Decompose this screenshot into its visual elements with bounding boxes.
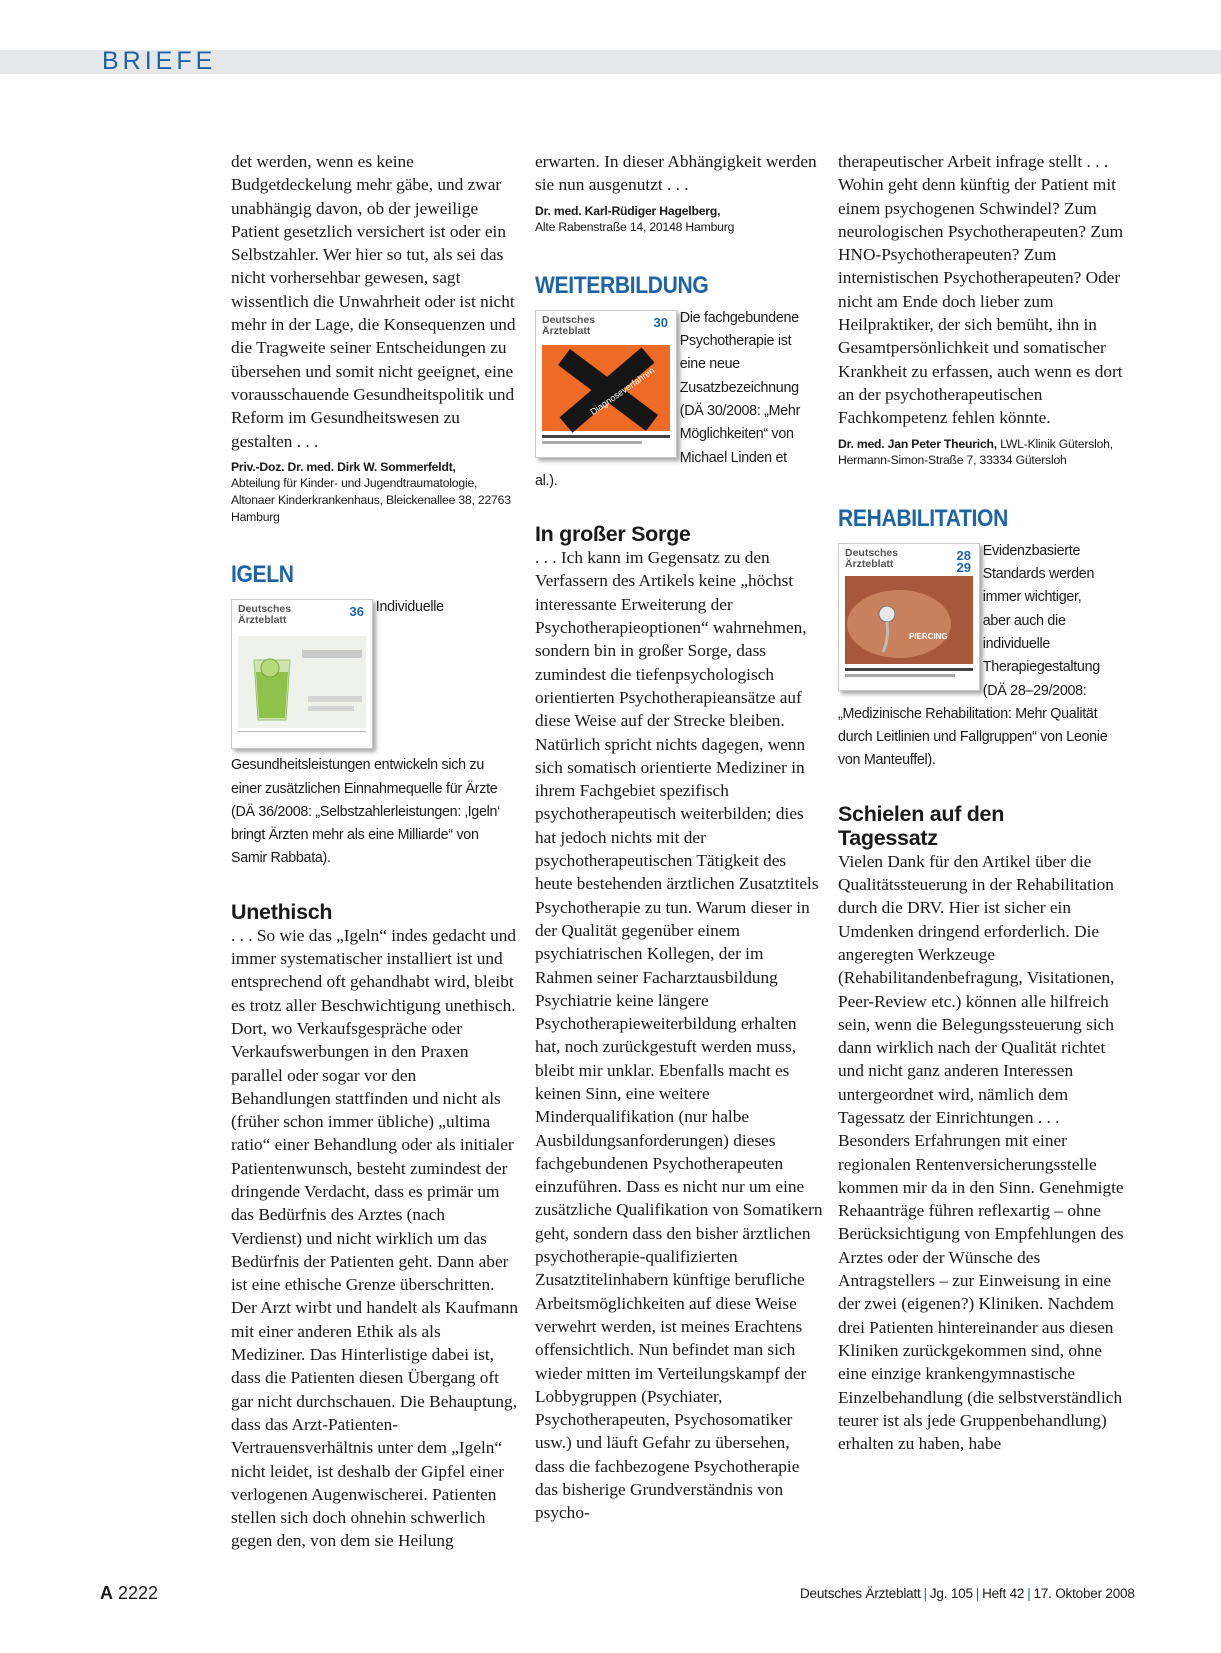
separator: | <box>1027 1586 1031 1601</box>
letter-headline: Schielen auf den Tagessatz <box>838 801 1005 850</box>
journal-volume: Jg. 105 <box>929 1586 973 1601</box>
signature-address: Alte Rabenstraße 14, 20148 Hamburg <box>535 220 735 235</box>
letter-headline: Unethisch <box>231 899 333 924</box>
cover-issue-number: 30 <box>653 314 668 330</box>
reference-text: Die fachgebundene Psychotherapie ist eine neue Zusatzbezeichnung (DÄ 30/2008: „Mehr Möglichkeiten“ von Michael Linden et al.). <box>535 308 801 489</box>
letter-text: det werden, wenn es keine Budgetdeckelung mehr gäbe, und zwar unabhängig davon, ob der jeweilige Patient gesetzlich versichert ist oder ein Selbstzahler. Wer hier so tut, als sei das nicht vorhersehbar gewesen, sagt wissentlich die Unwahrheit oder ist nicht mehr in der Lage, die Konsequenzen und die Tragweite seiner Entscheidungen zu übersehen und somit nicht geeignet, eine vorausschauende Gesundheitspolitik und Reform im Gesundheitswesen zu gestalten . . . <box>231 152 516 451</box>
reference-text: Individuelle Gesundheitsleistungen entwickeln sich zu einer zusätzlichen Einnahmequelle für Ärzte (DÄ 36/2008: „Selbstzahlerleistungen: ‚Igeln‘ bringt Ärzten mehr als eine Milliarde“ von Samir Rabbata). <box>231 598 501 867</box>
rubric-heading: IGELN <box>231 561 294 589</box>
journal-footer <box>800 1586 1135 1601</box>
journal-name: Deutsches Ärzteblatt <box>800 1586 921 1601</box>
journal-issue: Heft 42 <box>982 1586 1025 1601</box>
section-label: BRIEFE <box>102 47 217 75</box>
letter-text: . . . So wie das „Igeln“ indes gedacht und immer systematischer installiert ist und entsprechend oft gehandhabt wird, bleibt es trotz aller Beschwichtigung unethisch. Dort, wo Verkaufsgespräche oder Verkaufswerbungen in den Praxen parallel oder sogar vor den Behandlungen stattfinden und nicht als (früher schon immer übliche) „ultima ratio“ einer Behandlung oder als initialer Patientenwunsch, besteht zumindest der dringende Verdacht, dass es primär um das Bedürfnis des Arztes (nach Verdienst) und nicht wirklich um das Bedürfnis der Patienten geht. Dann aber ist eine ethische Grenze überschritten. Der Arzt wirbt und handelt als Kaufmann mit einer anderen Ethik als als Mediziner. Das Hinterlistige dabei ist, dass die Patienten diesen Übergang oft gar nicht durchschauen. Die Behauptung, dass das Arzt-Patienten-Vertrauensverhältnis unter dem „Igeln“ nicht leidet, ist deshalb der Gipfel einer verlogenen Augenwischerei. Patienten stellen sich doch ohnehin schwerlich gegen den, von dem sie Heilung <box>231 925 518 1551</box>
cover-caption: PIERCING <box>909 631 948 641</box>
rubric-heading: REHABILITATION <box>838 504 1008 532</box>
letter-signature <box>535 203 823 236</box>
page-prefix: A <box>100 1583 113 1603</box>
cover-issue-number: 36 <box>349 604 364 620</box>
reference-block <box>231 595 519 869</box>
cover-logo: Deutsches Ärzteblatt <box>542 313 596 337</box>
letter-text: Vielen Dank für den Artikel über die Qualitätssteuerung in der Rehabilitation durch die DRV. Hier ist sicher ein Umdenken dringend erforderlich. Die angeregten Werkzeuge (Rehabilitandenbefragung, Visitationen, Peer-Review etc.) können alle hilfreich sein, wenn die Belegungssteuerung sich dann wirklich nach der Qualität richtet und nicht ganz anderen Interessen untergeordnet wird, nämlich dem Tagessatz der Einrichtungen . . . Besonders Erfahrungen mit einer regionalen Rentenversicherungsstelle kommen mir da in den Sinn. Genehmigte Rehaanträge führen reflexartig – ohne Berücksichtigung von Empfehlungen des Arztes oder der Wünsche des Antragstellers – zur Einweisung in eine der zwei (eigenen?) Kliniken. Nachdem drei Patienten hintereinander aus diesen Kliniken zurückgekommen sind, ohne eine einzige krankengymnastische Einzelbehandlung (die selbstverständlich teurer ist als jede Gruppenbehandlung) erhalten zu haben, habe <box>838 851 1124 1454</box>
letter-text: erwarten. In dieser Abhängigkeit werden sie nun ausgenutzt . . . <box>535 152 817 195</box>
signature-address: Abteilung für Kinder- und Jugendtraumatologie, Altonaer Kinderkrankenhaus, Bleickenallee 38, 22763 Hamburg <box>231 476 511 524</box>
cover-logo: Deutsches Ärzteblatt <box>845 546 899 570</box>
letter-headline: In großer Sorge <box>535 522 691 547</box>
cover-logo: Deutsches Ärzteblatt <box>238 603 292 627</box>
signature-address: LWL-Klinik Gütersloh, Hermann-Simon-Straße 7, 33334 Gütersloh <box>838 436 1113 468</box>
column-1 <box>231 150 519 1553</box>
cover-caption: Diagnoseverfahren <box>588 365 657 417</box>
column-3 <box>838 150 1126 1455</box>
separator: | <box>923 1586 927 1601</box>
reference-block <box>838 539 1126 772</box>
rubric-heading: WEITERBILDUNG <box>535 271 709 299</box>
separator: | <box>975 1586 980 1601</box>
reference-text: Evidenzbasierte Standards werden immer wichtiger, aber auch die individuelle Therapiegestaltung (DÄ 28–29/2008: „Medizinische Rehabilitation: Mehr Qualität durch Leitlinien und Fallgruppen“ von Leonie von Manteuffel). <box>838 541 1108 769</box>
journal-date: 17. Oktober 2008 <box>1033 1586 1135 1601</box>
signature-name: Dr. med. Karl-Rüdiger Hagelberg, <box>535 203 721 218</box>
cover-issue-number: 28 29 <box>956 547 971 575</box>
letter-signature <box>838 436 1126 469</box>
column-2 <box>535 150 823 1525</box>
signature-name: Dr. med. Jan Peter Theurich, <box>838 436 997 451</box>
letter-text: therapeutischer Arbeit infrage stellt . . . Wohin geht denn künftig der Patient mit einem psychogenen Schwindel? Zum neurologischen Psychotherapeuten? Zum HNO-Psychotherapeuten? Zum internistischen Psychotherapeuten? Oder nicht am Ende doch lieber zum Heilpraktiker, der sich bemüht, ihn in Gesamtpersönlichkeit und somatischer Krankheit zu erfassen, auch wenn es dort an der psychotherapeutischen Fachkompetenz fehlen könnte. <box>838 152 1124 428</box>
page-number <box>100 1583 158 1604</box>
letter-text: . . . Ich kann im Gegensatz zu den Verfassern des Artikels keine „höchst interessante Erweiterung der Psychotherapieoptionen“ wahrnehmen, sondern bin in großer Sorge, dass zumindest die tiefenpsychologisch orientierten Psychotherapieansätze auf diese Weise auf der Strecke bleiben. Natürlich spricht nichts dagegen, wenn sich somatisch orientierte Mediziner in ihrem Fachgebiet spezifisch psychotherapeutisch weiterbilden; dies hat jedoch nichts mit der psychotherapeutischen Tätigkeit des heute bestehenden ärztlichen Zusatztitels Psychotherapie zu tun. Warum dieser in der Qualität gegenüber einem psychiatrischen Kollegen, der im Rahmen seiner Facharztausbildung Psychiatrie keine längere Psychotherapieweiterbildung erhalten hat, noch zurückgestuft werden muss, bleibt mir unklar. Ebenfalls macht es keinen Sinn, eine weitere Minderqualifikation (nur halbe Ausbildungsanforderungen) dieses fachgebundenen Psychotherapeuten einzuführen. Dass es nicht nur um eine zusätzliche Qualifikation von Somatikern geht, sondern dass den bisher ärztlichen psychotherapie-qualifizierten Zusatztitelinhabern künftige berufliche Arbeitsmöglichkeiten auf diese Weise verwehrt werden, ist meines Erachtens offensichtlich. Nun befindet man sich wieder mitten im Verteilungskampf der Lobbygruppen (Psychiater, Psychotherapeuten, Psychosomatiker usw.) und läuft Gefahr zu übersehen, dass die fachbezogene Psychotherapie das bisherige Grundverständnis von psycho- <box>535 548 823 1523</box>
letter-signature <box>231 459 519 525</box>
page-number-value: 2222 <box>118 1583 159 1603</box>
reference-block <box>535 306 823 492</box>
signature-name: Priv.-Doz. Dr. med. Dirk W. Sommerfeldt, <box>231 459 456 474</box>
